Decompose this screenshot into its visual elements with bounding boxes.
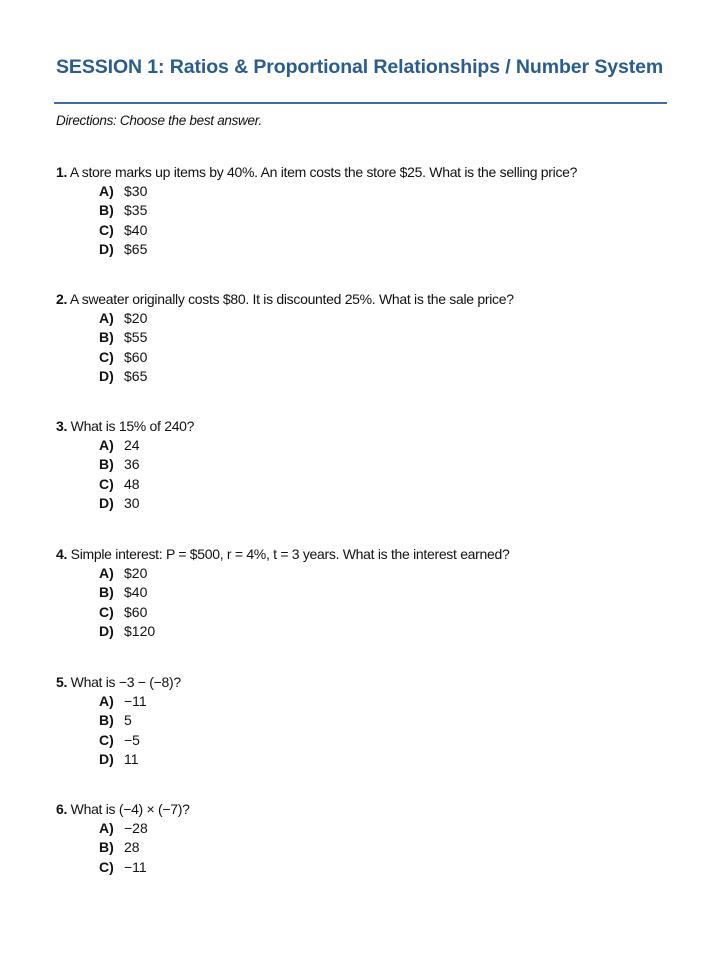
question-6 [56, 799, 676, 877]
choice-text: $65 [124, 240, 148, 257]
question-text: What is (−4) × (−7)? [70, 801, 190, 817]
question-3 [56, 416, 676, 513]
choice-text: 24 [124, 437, 140, 453]
choice-text: −11 [124, 858, 147, 875]
answer-choices [56, 182, 676, 259]
choice-text: 48 [124, 475, 140, 492]
choice-text: −5 [124, 731, 140, 748]
choice-letter: B) [99, 839, 114, 856]
choice-text: $60 [124, 348, 148, 365]
question-text: A store marks up items by 40%. An item costs the store $25. What is the selling price? [69, 164, 578, 180]
choice-text: $40 [124, 221, 148, 238]
choice-text: 11 [124, 750, 139, 767]
choice-letter: C) [99, 475, 114, 492]
question-text: Simple interest: P = $500, r = 4%, t = 3 years. What is the interest earned? [70, 546, 510, 562]
answer-choice-b[interactable] [99, 455, 676, 474]
question-text: What is 15% of 240? [70, 418, 195, 434]
question-text: A sweater originally costs $80. It is discounted 25%. What is the sale price? [69, 291, 514, 307]
answer-choice-a[interactable] [99, 564, 676, 583]
choice-letter: C) [99, 348, 114, 365]
question-number: 6. [56, 801, 68, 817]
choice-text: $20 [124, 565, 148, 581]
answer-choices [56, 692, 676, 769]
choice-letter: A) [99, 437, 114, 453]
answer-choice-a[interactable] [99, 309, 676, 328]
question-stem [56, 289, 676, 309]
answer-choices [56, 819, 676, 877]
choice-letter: B) [99, 584, 114, 601]
choice-text: $30 [124, 183, 148, 199]
directions-text: Directions: Choose the best answer. [56, 113, 262, 128]
choice-text: 36 [124, 456, 140, 473]
choice-letter: D) [99, 494, 114, 511]
answer-choice-b[interactable] [99, 838, 676, 857]
answer-choice-b[interactable] [99, 201, 676, 220]
question-4 [56, 544, 676, 641]
choice-text: $120 [124, 622, 156, 639]
choice-text: $55 [124, 329, 148, 346]
answer-choice-c[interactable] [99, 221, 676, 240]
answer-choice-d[interactable] [99, 367, 676, 386]
answer-choice-c[interactable] [99, 603, 676, 622]
question-1 [56, 162, 676, 259]
answer-choice-c[interactable] [99, 858, 676, 877]
answer-choice-c[interactable] [99, 475, 676, 494]
choice-text: $20 [124, 310, 148, 326]
answer-choice-a[interactable] [99, 182, 676, 201]
choice-letter: D) [99, 622, 114, 639]
choice-text: $60 [124, 603, 148, 620]
answer-choice-d[interactable] [99, 622, 676, 641]
choice-letter: D) [99, 240, 114, 257]
answer-choice-a[interactable] [99, 692, 676, 711]
choice-text: −28 [124, 820, 148, 836]
answer-choice-d[interactable] [99, 750, 676, 769]
choice-text: 5 [124, 712, 132, 729]
choice-letter: B) [99, 202, 114, 219]
answer-choice-b[interactable] [99, 583, 676, 602]
choice-text: 30 [124, 494, 140, 511]
choice-letter: A) [99, 565, 114, 581]
choice-letter: D) [99, 367, 114, 384]
choice-letter: A) [99, 820, 114, 836]
question-stem [56, 416, 676, 436]
answer-choice-b[interactable] [99, 711, 676, 730]
choice-letter: C) [99, 731, 114, 748]
answer-choice-b[interactable] [99, 328, 676, 347]
choice-text: $65 [124, 367, 148, 384]
question-number: 2. [56, 291, 68, 307]
choice-letter: B) [99, 712, 114, 729]
question-number: 1. [56, 164, 68, 180]
answer-choice-c[interactable] [99, 731, 676, 750]
page-title: SESSION 1: Ratios & Proportional Relationships / Number System [56, 56, 664, 78]
question-2 [56, 289, 676, 386]
answer-choices [56, 309, 676, 386]
question-stem [56, 544, 676, 564]
question-stem [56, 799, 676, 819]
choice-text: 28 [124, 839, 140, 856]
question-stem [56, 162, 676, 182]
choice-letter: A) [99, 693, 114, 709]
choice-text: $35 [124, 202, 148, 219]
answer-choice-d[interactable] [99, 240, 676, 259]
question-number: 4. [56, 546, 68, 562]
choice-text: $40 [124, 584, 148, 601]
choice-letter: C) [99, 603, 114, 620]
choice-letter: D) [99, 750, 114, 767]
choice-letter: A) [99, 310, 114, 326]
choice-letter: C) [99, 221, 114, 238]
answer-choice-d[interactable] [99, 494, 676, 513]
answer-choices [56, 564, 676, 641]
answer-choices [56, 436, 676, 513]
answer-choice-a[interactable] [99, 819, 676, 838]
choice-letter: C) [99, 858, 114, 875]
answer-choice-c[interactable] [99, 348, 676, 367]
choice-letter: B) [99, 456, 114, 473]
choice-letter: B) [99, 329, 114, 346]
choice-text: −11 [124, 693, 147, 709]
answer-choice-a[interactable] [99, 436, 676, 455]
question-text: What is −3 − (−8)? [70, 674, 181, 690]
question-stem [56, 672, 676, 692]
question-number: 3. [56, 418, 68, 434]
choice-letter: A) [99, 183, 114, 199]
question-number: 5. [56, 674, 68, 690]
title-divider [54, 102, 667, 104]
question-5 [56, 672, 676, 769]
